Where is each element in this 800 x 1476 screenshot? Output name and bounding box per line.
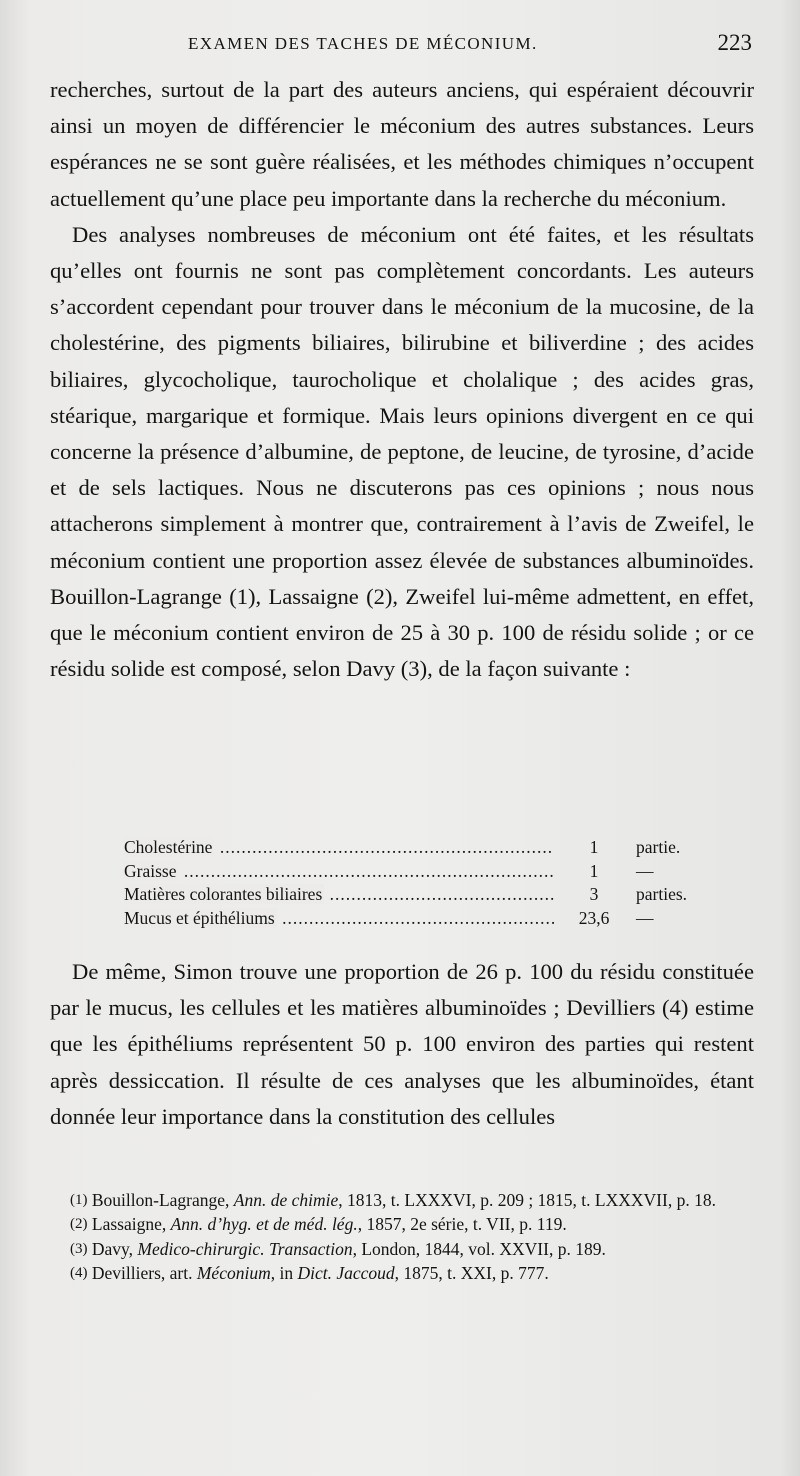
footnote: (3) Davy, Medico-chirurgic. Transaction, London, 1844, vol. XXVII, p. 189. (70, 1238, 606, 1259)
table-row (124, 836, 714, 860)
table-row (124, 907, 714, 931)
paragraph: De même, Simon trouve une proportion de 26 p. 100 du résidu constituée par le mucus, les cellules et les matières albuminoïdes ; Devilliers (4) estime que les épithéliums représentent 50 p. 100 environ des parties qui restent après dessiccation. Il résulte de ces analyses que les albuminoïdes, étant donnée leur importance dans la constitution des cellules (50, 959, 754, 1129)
table-row (124, 883, 714, 907)
main-text-continued (50, 954, 754, 1135)
paragraph: recherches, surtout de la part des auteurs anciens, qui espéraient découvrir ainsi un moyen de différencier le méconium des autres substances. Leurs espérances ne se sont guère réalisées, et les méthodes chimiques n’occupent actuellement qu’une place peu importante dans la recherche du méconium. (50, 77, 754, 211)
row-unit: partie. (636, 837, 681, 857)
row-unit: — (636, 907, 654, 928)
footnote-mark: (2) (70, 1216, 88, 1233)
footnote: (1) Bouillon-Lagrange, Ann. de chimie, 1813, t. LXXXVI, p. 209 ; 1815, t. LXXXVII, p. 18. (70, 1190, 716, 1210)
row-value: 1 (589, 837, 599, 857)
footnote-mark: (3) (70, 1240, 88, 1257)
footnote: (2) Lassaigne, Ann. d’hyg. et de méd. lég., 1857, 2e série, t. VII, p. 119. (70, 1214, 567, 1235)
table-row (124, 860, 714, 884)
row-unit: — (636, 860, 654, 881)
composition-table (124, 836, 714, 930)
row-unit: parties. (636, 884, 688, 905)
row-value: 1 (589, 860, 599, 881)
footnote-mark: (4) (70, 1265, 88, 1282)
row-label: Matières colorantes biliaires (124, 884, 323, 905)
page-header (48, 30, 754, 62)
footnotes (48, 1188, 754, 1286)
page-number: 223 (717, 30, 752, 55)
row-value: 3 (589, 884, 599, 905)
row-label: Cholestérine (124, 837, 213, 857)
running-title: EXAMEN DES TACHES DE MÉCONIUM. (188, 34, 538, 53)
paragraph: Des analyses nombreuses de méconium ont été faites, et les résultats qu’elles ont fournis ne sont pas complètement concordants. Les auteurs s’accordent cependant pour trouver dans le méconium de la mucosine, de la cholestérine, des pigments biliaires, bilirubine et biliverdine ; des acides biliaires, glycocholique, taurocholique et cholalique ; des acides gras, stéarique, margarique et formique. Mais leurs opinions divergent en ce qui concerne la présence d’albumine, de peptone, de leucine, de tyrosine, d’acide et de sels lactiques. Nous ne discuterons pas ces opinions ; nous nous attacherons simplement à montrer que, contrairement à l’avis de Zweifel, le méconium contient une proportion assez élevée de substances albuminoïdes. Bouillon-Lagrange (1), Lassaigne (2), Zweifel lui-même admettent, en effet, que le méconium contient environ de 25 à 30 p. 100 de résidu solide ; or ce résidu solide est composé, selon Davy (3), de la façon suivante : (50, 221, 754, 682)
footnote-mark: (1) (70, 1192, 88, 1208)
main-text (50, 72, 754, 687)
footnote: (4) Devilliers, art. Méconium, in Dict. Jaccoud, 1875, t. XXI, p. 777. (70, 1263, 549, 1284)
row-value: 23,6 (578, 907, 610, 928)
row-label: Mucus et épithéliums (124, 907, 275, 928)
row-label: Graisse (124, 860, 177, 881)
